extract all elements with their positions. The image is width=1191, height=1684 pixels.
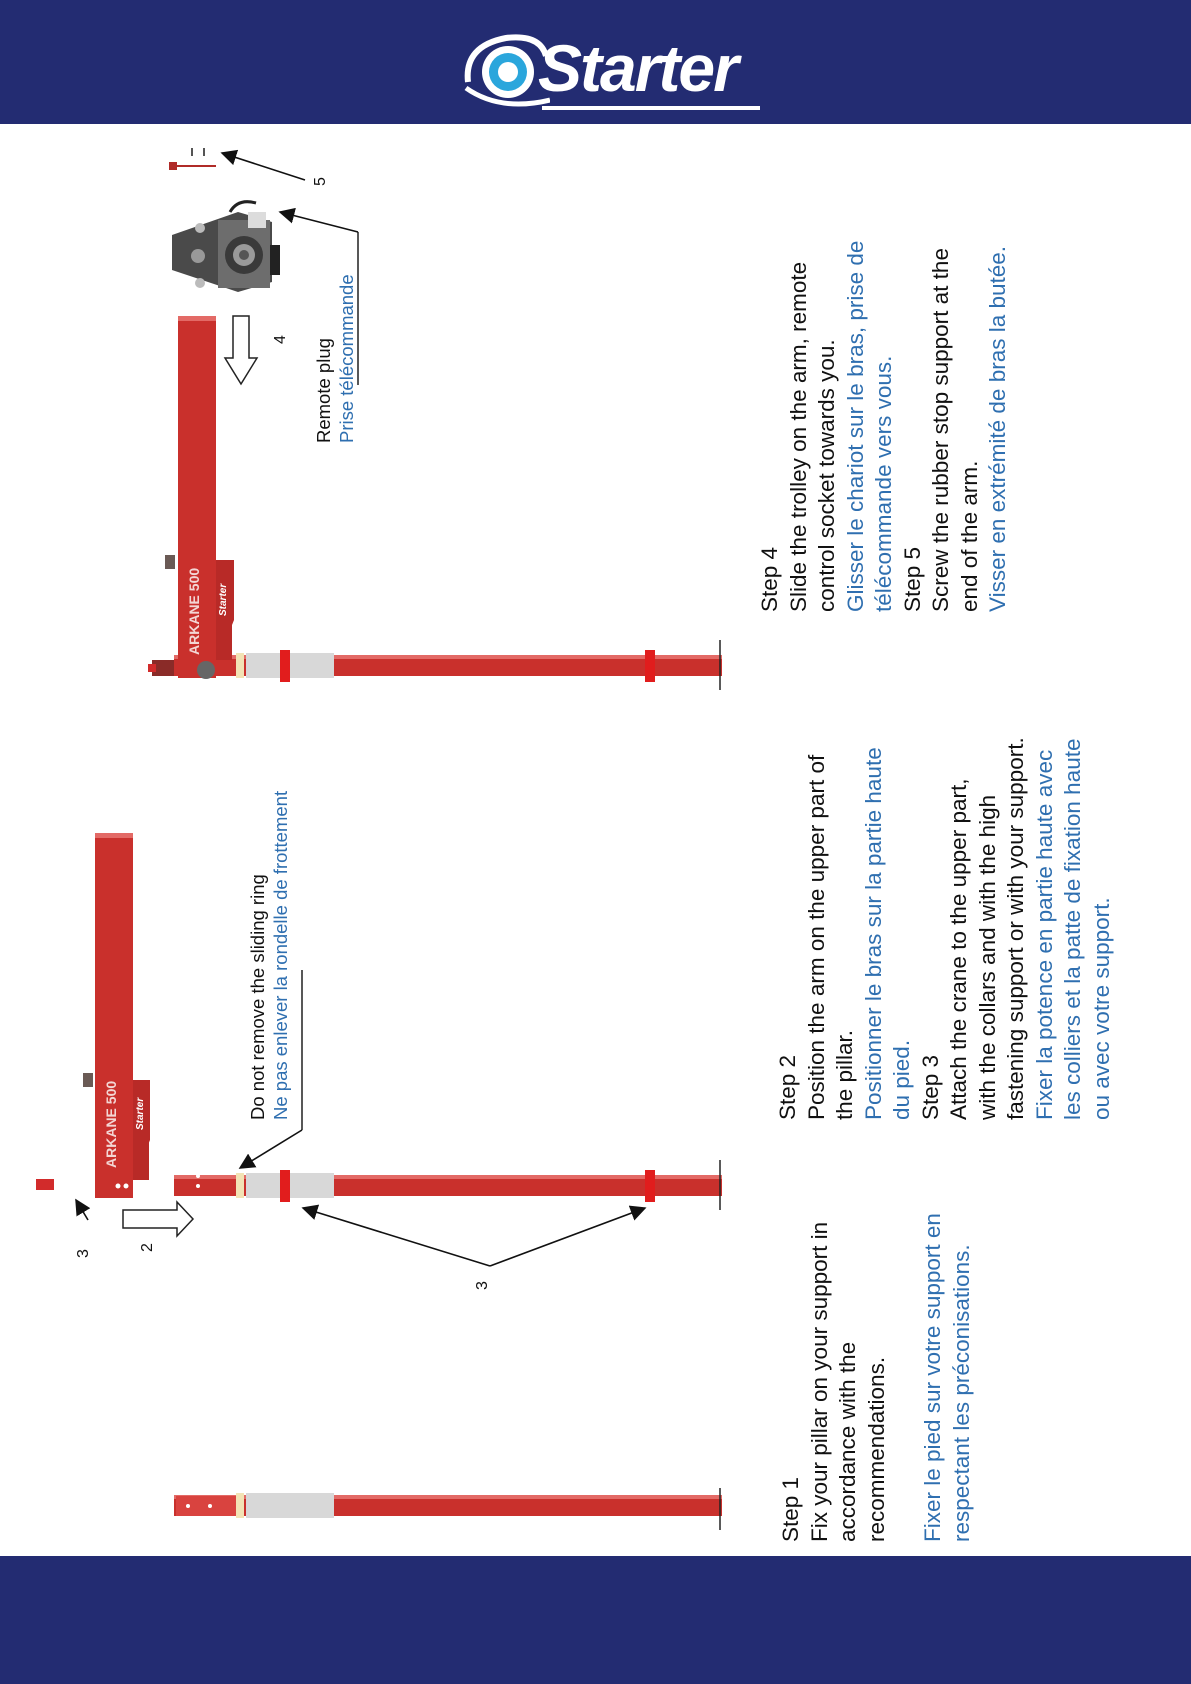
callout-number-5: 5 [312, 177, 329, 186]
pillar-step2 [174, 1160, 722, 1210]
sliding-ring-fr-a: Ne pas enlever [270, 995, 291, 1120]
trolley [172, 202, 280, 292]
step3-fr-line2: les colliers et la patte de fixation haute [1060, 738, 1085, 1120]
callout-arrow-5 [222, 153, 305, 180]
step3-en-line2: with the collars and with the high [974, 794, 1000, 1120]
step5-title: Step 5 [899, 546, 925, 612]
callout-number-3-pillar: 3 [474, 1281, 491, 1290]
step2-en-line1: Position the arm on the upper part of [803, 754, 829, 1120]
pillar-step4 [174, 640, 722, 690]
step1-title: Step 1 [778, 1476, 803, 1542]
step1-en-line3: recommendations. [863, 1356, 889, 1542]
step1-fr-line1: Fixer le pied sur votre support en [920, 1213, 945, 1542]
pillar-step1 [174, 1488, 722, 1530]
step5-fr-line1: Visser en extrémité de bras la butée. [985, 245, 1010, 612]
sliding-ring-callout [246, 791, 292, 1120]
brand-name: Starter [538, 31, 737, 105]
step2-3-block [774, 737, 1116, 1120]
arm-model-label-step4: ARKANE 500 [186, 567, 202, 655]
step2-title: Step 2 [775, 1054, 800, 1120]
step4-title: Step 4 [757, 546, 782, 612]
step1-en-line2: accordance with the [835, 1341, 860, 1542]
insert-arrow-step2 [123, 1202, 193, 1236]
callout-arrow-3-upper [303, 1208, 490, 1266]
remote-plug-callout [312, 274, 358, 443]
remote-plug-arrow [280, 212, 358, 232]
step3-en-line1: Attach the crane to the upper part, [946, 778, 971, 1120]
sliding-ring-en: Do not remove the sliding ring [247, 874, 268, 1120]
step4-fr-line1: Glisser le chariot sur le bras, prise de [842, 240, 868, 612]
sliding-ring-fr-b: la rondelle de frottement [270, 790, 291, 996]
callout-number-2: 2 [139, 1243, 156, 1252]
step4-en-line2: control socket towards you. [814, 339, 839, 612]
step4-fr-line2: télécommande vers vous. [871, 355, 896, 612]
callout-arrow-3-arm [76, 1200, 88, 1220]
callout-number-3-arm: 3 [75, 1249, 92, 1258]
step1-fr-line2: respectant les préconisations. [948, 1244, 974, 1542]
step3-fr-line1: Fixer la potence en partie haute avec [1031, 749, 1057, 1120]
step4-5-block [756, 241, 1013, 612]
remote-plug-fr: Prise télécommande [336, 274, 357, 443]
step3-fr-line3: ou avec votre support. [1088, 897, 1114, 1120]
step3-en-line3: fastening support or with your support. [1003, 737, 1028, 1120]
step2-en-line2: the pillar. [832, 1029, 857, 1120]
sliding-ring-arrow [240, 1130, 302, 1168]
step4-en-line1: Slide the trolley on the arm, remote [785, 261, 811, 612]
arm-badge-step4: Starter [218, 583, 229, 616]
step1-en-line1: Fix your pillar on your support in [806, 1221, 832, 1542]
callout-arrow-3-lower [490, 1208, 645, 1266]
arm-badge-step2: Starter [135, 1097, 146, 1130]
arm-step2 [36, 833, 150, 1198]
rubber-stop-parts [169, 148, 216, 170]
callout-number-4: 4 [272, 335, 289, 344]
insert-arrow-step4 [225, 316, 257, 384]
step5-en-line2: end of the arm. [956, 460, 982, 612]
step1-block [777, 1213, 976, 1542]
step2-fr-line2: du pied. [889, 1039, 914, 1120]
step5-en-line1: Screw the rubber stop support at the [928, 248, 953, 612]
step3-title: Step 3 [917, 1054, 943, 1120]
arm-model-label-step2: ARKANE 500 [103, 1080, 119, 1168]
remote-plug-en: Remote plug [313, 338, 334, 443]
step2-fr-line1: Positionner le bras sur la partie haute [860, 747, 886, 1120]
